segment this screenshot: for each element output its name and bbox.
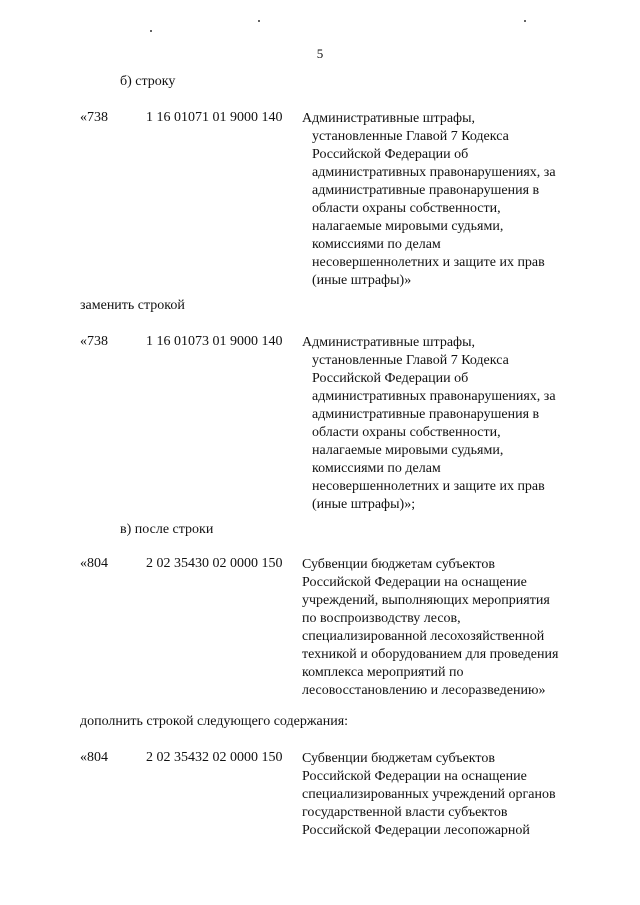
page-number: 5 — [316, 46, 324, 61]
description-line: Российской Федерации на оснащение — [302, 575, 527, 590]
scan-speck — [258, 20, 260, 22]
kbk-code: 2 02 35432 02 0000 150 — [146, 750, 283, 765]
description-line: Российской Федерации на оснащение — [302, 769, 527, 784]
description-line: налагаемые мировыми судьями, — [312, 219, 504, 234]
description-line: несовершеннолетних и защите их прав — [312, 255, 545, 270]
description-line: Субвенции бюджетам субъектов — [302, 557, 495, 572]
description-line: государственной власти субъектов — [302, 805, 508, 820]
admin-code: «804 — [80, 556, 108, 571]
description-line: налагаемые мировыми судьями, — [312, 443, 504, 458]
description-line: административные правонарушения в — [312, 183, 540, 198]
description-line: Российской Федерации об — [312, 371, 469, 386]
instruction-b: б) строку — [120, 74, 176, 89]
description-line: комиссиями по делам — [312, 237, 441, 252]
kbk-code: 2 02 35430 02 0000 150 — [146, 556, 283, 571]
scan-speck — [150, 30, 152, 32]
income-description — [302, 556, 602, 700]
admin-code: «738 — [80, 110, 108, 125]
description-line: Административные штрафы, — [302, 335, 476, 350]
description-line: учреждений, выполняющих мероприятия — [302, 593, 550, 608]
description-line: (иные штрафы)» — [312, 273, 412, 288]
description-line: установленные Главой 7 Кодекса — [312, 353, 509, 368]
description-line: области охраны собственности, — [312, 425, 501, 440]
description-line: Субвенции бюджетам субъектов — [302, 751, 495, 766]
description-line: административные правонарушения в — [312, 407, 540, 422]
description-line: установленные Главой 7 Кодекса — [312, 129, 509, 144]
description-line: административных правонарушениях, за — [312, 165, 556, 180]
scan-speck — [524, 20, 526, 22]
description-line: комплекса мероприятий по — [302, 665, 464, 680]
description-line: области охраны собственности, — [312, 201, 501, 216]
instruction-add: дополнить строкой следующего содержания: — [80, 714, 349, 729]
description-line: лесовосстановлению и лесоразведению» — [302, 683, 546, 698]
instruction-v: в) после строки — [120, 522, 214, 537]
kbk-code: 1 16 01073 01 9000 140 — [146, 334, 283, 349]
description-line: специализированной лесохозяйственной — [302, 629, 545, 644]
description-line: техникой и оборудованием для проведения — [302, 647, 559, 662]
income-description — [302, 334, 602, 514]
description-line: (иные штрафы)»; — [312, 497, 416, 512]
description-line: Административные штрафы, — [302, 111, 476, 126]
income-description — [302, 110, 602, 290]
description-line: административных правонарушениях, за — [312, 389, 556, 404]
description-line: по воспроизводству лесов, — [302, 611, 461, 626]
description-line: несовершеннолетних и защите их прав — [312, 479, 545, 494]
admin-code: «738 — [80, 334, 108, 349]
admin-code: «804 — [80, 750, 108, 765]
income-description — [302, 750, 602, 840]
description-line: специализированных учреждений органов — [302, 787, 556, 802]
description-line: Российской Федерации лесопожарной — [302, 823, 530, 838]
instruction-replace: заменить строкой — [80, 298, 185, 313]
description-line: Российской Федерации об — [312, 147, 469, 162]
description-line: комиссиями по делам — [312, 461, 441, 476]
kbk-code: 1 16 01071 01 9000 140 — [146, 110, 283, 125]
